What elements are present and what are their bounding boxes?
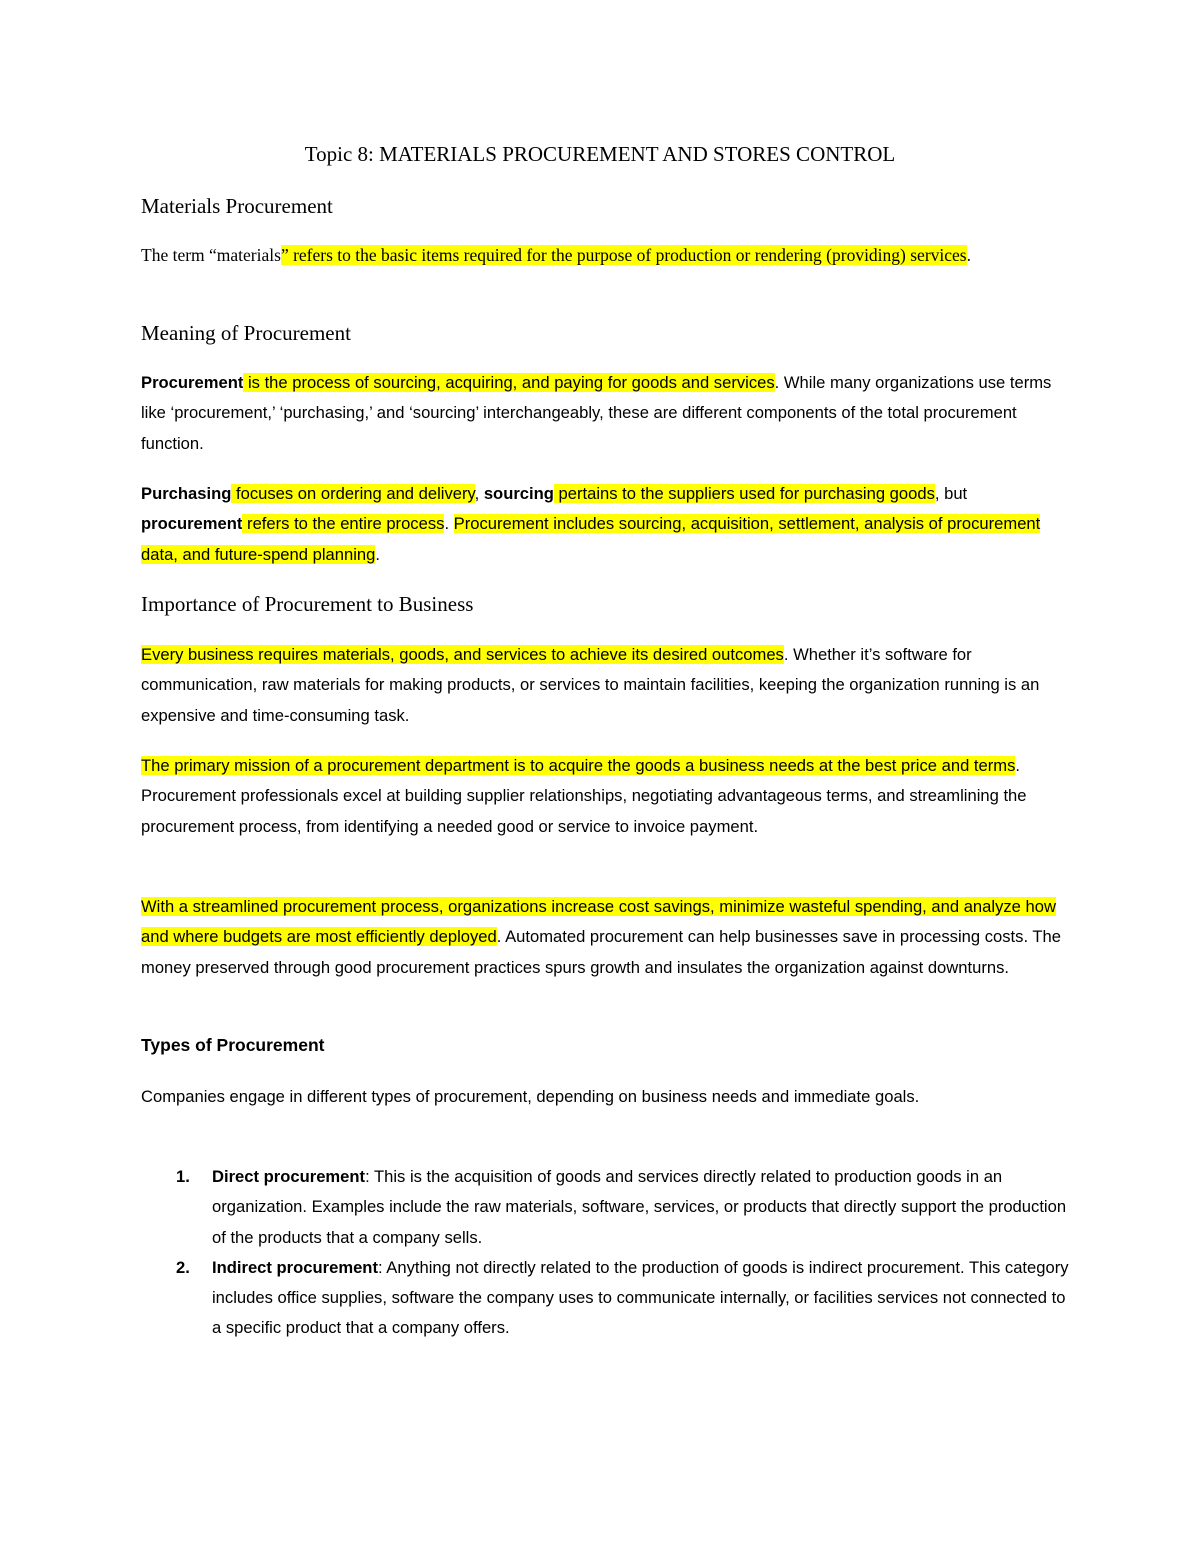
text-run: : This is the acquisition of goods and services directly related to production goods in an organization. Examples include the raw materials, software, services, or products that directly support the production of the products that a company sells. (212, 1167, 1067, 1247)
bold-term: Direct procurement (212, 1167, 366, 1186)
bold-term: Procurement (141, 373, 244, 392)
paragraph-streamlined-process (141, 892, 1071, 983)
text-run: . (375, 544, 380, 564)
text-run: , (474, 484, 484, 503)
text-run: . While many organizations use terms like ‘procurement,’ ‘purchasing,’ and ‘sourcing’ interchangeably, these are different components of the total procurement function. (141, 373, 1052, 453)
bold-term: sourcing (483, 484, 554, 503)
highlighted-text: is the process of sourcing, acquiring, and paying for goods and services (243, 373, 775, 392)
list-item (141, 1253, 1071, 1344)
paragraph-purchasing-sourcing (141, 479, 1071, 570)
text-run: . (966, 245, 971, 265)
text-run: : Anything not directly related to the production of goods is indirect procurement. This category includes office supplies, software the company uses to communicate internally, or facilities services not connected to a specific product that a company offers. (212, 1257, 1069, 1338)
list-number: 2. (176, 1257, 190, 1277)
bold-term: procurement (141, 514, 243, 534)
paragraph-materials-definition (141, 241, 1061, 270)
bold-term: Indirect procurement (212, 1257, 378, 1277)
highlighted-text: Procurement includes sourcing, acquisition, settlement, analysis of procurement data, and future-spend planning (141, 514, 1041, 564)
heading-meaning-of-procurement: Meaning of Procurement (141, 321, 351, 345)
paragraph-primary-mission (141, 751, 1071, 842)
list-item (141, 1162, 1071, 1253)
highlighted-text: refers to the entire process (242, 514, 445, 534)
text-run: . Automated procurement can help businesses save in processing costs. The money preserved through good procurement practices spurs growth and insulates the organization against downturns. (141, 927, 1061, 977)
highlighted-text: With a streamlined procurement process, organizations increase cost savings, minimize wasteful spending, and analyze how and where budgets are most efficiently deployed (141, 897, 1056, 947)
highlighted-text: The primary mission of a procurement department is to acquire the goods a business needs at the best price and terms (141, 756, 1016, 775)
text-run: , but (934, 484, 968, 503)
highlighted-text: Every business requires materials, goods, and services to achieve its desired outcomes (141, 645, 784, 664)
heading-importance-of-procurement: Importance of Procurement to Business (141, 592, 474, 616)
paragraph-procurement-definition (141, 368, 1071, 459)
bold-term: Purchasing (141, 484, 232, 503)
text-run: The term “materials (141, 245, 281, 265)
highlighted-text: pertains to the suppliers used for purchasing goods (553, 484, 935, 503)
heading-types-of-procurement: Types of Procurement (141, 1035, 325, 1055)
paragraph-business-requirements (141, 640, 1071, 731)
paragraph-types-intro: Companies engage in different types of procurement, depending on business needs and immediate goals. (141, 1087, 920, 1106)
highlighted-text: ” refers to the basic items required for the purpose of production or rendering (providing) services (280, 245, 967, 265)
page-title: Topic 8: MATERIALS PROCUREMENT AND STORES CONTROL (304, 142, 896, 166)
highlighted-text: focuses on ordering and delivery (231, 484, 475, 503)
text-run: . Whether it’s software for communication, raw materials for making products, or services to maintain facilities, keeping the organization running is an expensive and time-consuming task. (141, 645, 1040, 725)
heading-materials-procurement: Materials Procurement (141, 194, 333, 218)
procurement-types-list (141, 1162, 1071, 1344)
text-run: . (444, 514, 454, 534)
list-number: 1. (176, 1167, 190, 1186)
text-run: . Procurement professionals excel at building supplier relationships, negotiating advantageous terms, and streamlining the procurement process, from identifying a needed good or service to invoice payment. (141, 756, 1027, 836)
